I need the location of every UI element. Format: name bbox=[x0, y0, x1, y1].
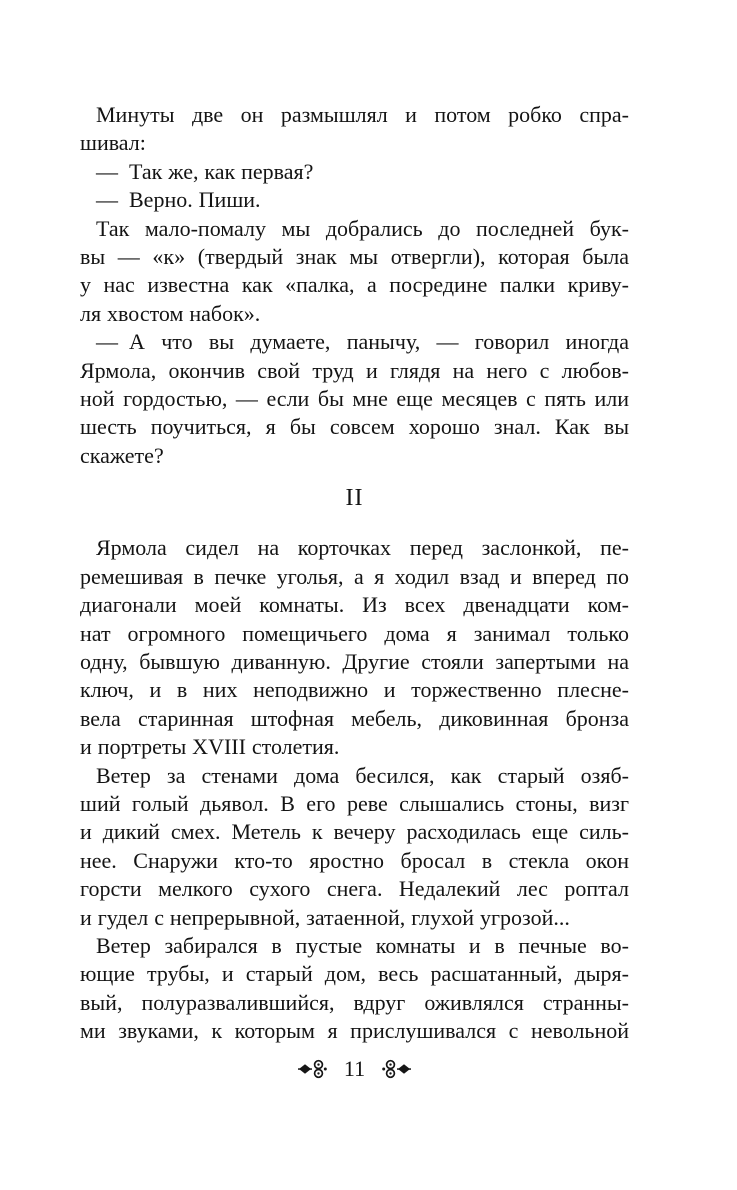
text-line: ший голый дьявол. В его реве слышались стоны, визг bbox=[80, 790, 629, 816]
body-paragraph bbox=[80, 762, 629, 932]
text-line: — А что вы думаете, панычу, — говорил иногда bbox=[96, 329, 629, 355]
text-line: у нас известна как «палка, а посредине палки криву- bbox=[80, 272, 629, 298]
text-line: одну, бывшую диванную. Другие стояли запертыми на bbox=[80, 648, 629, 674]
text-line: шивал: bbox=[80, 130, 146, 156]
body-paragraph bbox=[80, 932, 629, 1046]
body-paragraph bbox=[80, 158, 629, 186]
text-line: ключ, и в них неподвижно и торжественно плесне- bbox=[80, 677, 629, 703]
text-line: ля хвостом набок». bbox=[80, 300, 261, 326]
text-line: Минуты две он размышлял и потом робко спра- bbox=[96, 102, 629, 127]
text-line: Ветер забирался в пустые комнаты и в печные во- bbox=[96, 932, 629, 958]
text-line: нее. Снаружи кто-то яростно бросал в стекла окон bbox=[80, 847, 629, 873]
text-line: ющие трубы, и старый дом, весь расшатанный, дыря- bbox=[80, 961, 629, 987]
fleuron-left-icon bbox=[298, 1059, 328, 1079]
text-line: диагонали моей комнаты. Из всех двенадцати ком- bbox=[80, 592, 629, 618]
body-paragraph bbox=[80, 186, 629, 214]
text-line: нат огромного помещичьего дома я занимал только bbox=[80, 620, 629, 646]
text-line: и портреты XVIII столетия. bbox=[80, 734, 340, 760]
text-line: горсти мелкого сухого снега. Недалекий лес роптал bbox=[80, 876, 629, 902]
body-paragraph bbox=[80, 328, 629, 470]
text-line: вела старинная штофная мебель, диковинная бронза bbox=[80, 705, 629, 731]
page-number: 11 bbox=[343, 1056, 366, 1081]
text-line: — Верно. Пиши. bbox=[96, 187, 261, 213]
text-line: и дикий смех. Метель к вечеру расходилась еще силь- bbox=[80, 819, 629, 845]
body-paragraph bbox=[80, 101, 629, 158]
text-line: ремешивая в печке уголья, а я ходил взад и вперед по bbox=[80, 563, 629, 589]
body-paragraph bbox=[80, 534, 629, 761]
text-line: ми звуками, к которым я прислушивался с невольной bbox=[80, 1018, 629, 1044]
text-line: скажете? bbox=[80, 442, 164, 468]
fleuron-right-icon bbox=[381, 1059, 411, 1079]
text-line: ной гордостью, — если бы мне еще месяцев с пять или bbox=[80, 386, 629, 412]
text-line: Ярмола, окончив свой труд и глядя на него с любов- bbox=[80, 357, 629, 383]
page-text-block bbox=[80, 101, 629, 1046]
text-line: Так мало-помалу мы добрались до последней бук- bbox=[96, 215, 629, 241]
page-footer bbox=[80, 1056, 629, 1082]
text-line: вы — «к» (твердый знак мы отвергли), которая была bbox=[80, 244, 629, 270]
text-line: Ярмола сидел на корточках перед заслонкой, пе- bbox=[96, 535, 629, 561]
text-line: и гудел с непрерывной, затаенной, глухой угрозой... bbox=[80, 904, 570, 930]
text-line: шесть поучиться, я бы совсем хорошо знал. Как вы bbox=[80, 414, 629, 440]
text-line: — Так же, как первая? bbox=[96, 158, 314, 184]
body-paragraph bbox=[80, 215, 629, 329]
text-line: вый, полуразвалившийся, вдруг оживлялся странны- bbox=[80, 989, 629, 1015]
text-line: Ветер за стенами дома бесился, как старый озяб- bbox=[96, 762, 629, 788]
section-heading: II bbox=[345, 485, 364, 512]
